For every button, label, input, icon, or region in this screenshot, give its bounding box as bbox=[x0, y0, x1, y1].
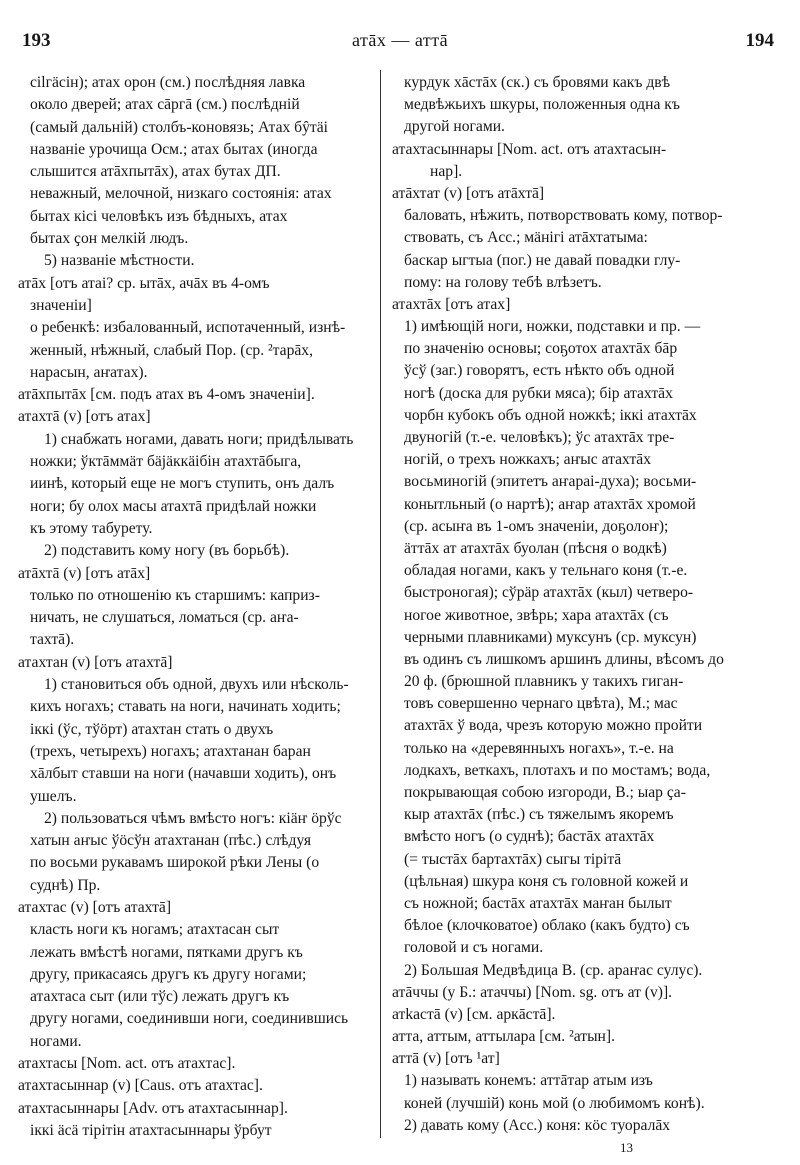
dictionary-line: тахтā). bbox=[30, 631, 75, 649]
dictionary-line: иинѣ, который еще не могъ ступить, онъ далъ bbox=[30, 475, 335, 493]
dictionary-line: ногами. bbox=[30, 1032, 82, 1050]
dictionary-line: 5) названіе мѣстности. bbox=[44, 252, 195, 270]
dictionary-line: атахтāх [отъ атах] bbox=[392, 295, 511, 313]
dictionary-line: ноги; бу олох масы атахтā придѣлай ножки bbox=[30, 497, 317, 515]
dictionary-line: названіе урочища Осм.; атах бытах (иногда bbox=[30, 140, 318, 158]
dictionary-line: женный, нѣжный, слабый Пор. (ср. ²тарāх, bbox=[30, 341, 314, 359]
signature-mark: 13 bbox=[620, 1140, 633, 1155]
dictionary-line: лодкахъ, веткахъ, плотахъ и по мостамъ; вода, bbox=[404, 761, 711, 779]
dictionary-line: ногѣ (доска для рубки мяса); бір атахтāх bbox=[404, 384, 673, 402]
dictionary-line: атāхтат (v) [отъ атāхтā] bbox=[392, 184, 545, 202]
left-column bbox=[18, 72, 370, 1152]
dictionary-line: äттāх ат атахтāх буолан (пѣсня о водкѣ) bbox=[404, 539, 667, 557]
dictionary-line: другой ногами. bbox=[404, 118, 505, 136]
dictionary-line: атахтас (v) [отъ атахтā] bbox=[18, 898, 172, 916]
dictionary-line: атахтасы [Nom. act. отъ атахтас]. bbox=[18, 1055, 236, 1073]
page-header bbox=[0, 30, 800, 60]
dictionary-line: класть ноги къ ногамъ; атахтасан сыт bbox=[30, 921, 280, 939]
dictionary-line: другу ногами, соединивши ноги, соединившись bbox=[30, 1010, 349, 1028]
dictionary-line: быстроногая); сўрäр атахтāх (кыл) четверо- bbox=[404, 584, 694, 602]
dictionary-line: 1) называть конемъ: аттāтар атым изъ bbox=[404, 1072, 653, 1090]
dictionary-line: іккі äсä тірітін атахтасыннары ўрбут bbox=[30, 1121, 272, 1139]
dictionary-line: баскар ыгтыа (пог.) не давай повадки глу- bbox=[404, 251, 681, 269]
dictionary-line: аттā (v) [отъ ¹ат] bbox=[392, 1050, 500, 1068]
dictionary-line: вмѣсто ногъ (о суднѣ); бастāх атахтāх bbox=[404, 828, 655, 846]
dictionary-line: хатын аҥыс ўöсўн атахтанан (пѣс.) слѣдуя bbox=[30, 832, 312, 850]
dictionary-line: къ этому табурету. bbox=[30, 519, 153, 537]
dictionary-line: черными плавниками) муксунъ (ср. муксун) bbox=[404, 628, 697, 646]
dictionary-line: другу, прикасаясь другъ къ другу ногами; bbox=[30, 965, 307, 983]
dictionary-line: покрывающая собою изгороди, В.; ыар ҫа- bbox=[404, 784, 686, 801]
dictionary-line: 1) становиться объ одной, двухъ или нѣсколь- bbox=[44, 676, 349, 694]
dictionary-line: атахтāх ў вода, чрезъ которую можно пройти bbox=[404, 717, 703, 735]
dictionary-line: 2) давать кому (Acc.) коня: кöс туоралāх bbox=[404, 1116, 671, 1134]
right-column bbox=[392, 72, 770, 1152]
dictionary-line: бѣлое (клочковатое) облако (какъ будто) съ bbox=[404, 917, 690, 935]
dictionary-line: медвѣжьихъ шкуры, положенныя одна къ bbox=[404, 96, 680, 114]
dictionary-line: ствовать, съ Acc.; мäнігі атāхтатыма: bbox=[404, 229, 648, 247]
dictionary-line: (= тыстāх бартахтāх) сыгы тірітā bbox=[404, 850, 622, 868]
dictionary-line: двуногій (т.-е. человѣкъ); ўс атахтāх тре- bbox=[404, 429, 675, 446]
dictionary-line: около дверей; атах сāргā (см.) послѣдній bbox=[30, 96, 300, 114]
dictionary-line: по значенію основы; соҕотох атахтāх бāр bbox=[404, 340, 678, 358]
dictionary-line: атāхтā (v) [отъ атāх] bbox=[18, 564, 151, 582]
dictionary-line: атахтасыннары [Adv. отъ атахтасыннар]. bbox=[18, 1099, 288, 1117]
dictionary-line: восьминогій (эпитетъ аҥараі-духа); восьми- bbox=[404, 473, 697, 491]
dictionary-line: (ср. асыҥа въ 1-омъ значеніи, доҕолоҥ); bbox=[404, 517, 669, 535]
dictionary-line: атāх [отъ атаі? ср. ытāх, ачāх въ 4-омъ bbox=[18, 274, 270, 292]
dictionary-line: ничать, не слушаться, ломаться (ср. аҥа- bbox=[30, 609, 299, 627]
dictionary-line: 2) подставить кому ногу (въ борьбѣ). bbox=[44, 542, 290, 560]
dictionary-line: бытах ҫон мелкій людъ. bbox=[30, 230, 189, 248]
dictionary-line: только на «деревянныхъ ногахъ», т.-е. на bbox=[404, 739, 674, 757]
dictionary-line: атāччы (у Б.: атаччы) [Nom. sg. отъ ат (v)]. bbox=[392, 983, 673, 1001]
dictionary-line: атāхпытāх [см. подъ атах въ 4-омъ значеніи]. bbox=[18, 386, 315, 404]
dictionary-line: хāлбыт ставши на ноги (начавши ходить), онъ bbox=[30, 765, 337, 783]
dictionary-line: атахтасыннар (v) [Caus. отъ атахтас]. bbox=[18, 1077, 263, 1095]
dictionary-line: головой и съ ногами. bbox=[404, 939, 544, 957]
dictionary-line: атахтасыннары [Nom. act. отъ атахтасын- bbox=[392, 140, 667, 158]
dictionary-line: пому: на голову тебѣ влѣзетъ. bbox=[404, 273, 602, 291]
dictionary-line: ушелъ. bbox=[30, 787, 77, 805]
dictionary-line: курдук хāстāх (ск.) съ бровями какъ двѣ bbox=[404, 74, 671, 91]
dictionary-line: съ ножной; бастāх атахтāх маҥан былыт bbox=[404, 894, 672, 912]
dictionary-line: 2) Большая Медвѣдица В. (ср. араҥас сулус). bbox=[404, 961, 703, 979]
dictionary-line: неважный, мелочной, низкаго состоянія: атах bbox=[30, 185, 332, 203]
dictionary-line: по восьми рукавамъ широкой рѣки Лены (о bbox=[30, 854, 320, 872]
dictionary-line: 20 ф. (брюшной плавникъ у такихъ гиган- bbox=[404, 673, 684, 691]
dictionary-line: коней (лучшій) конь мой (о любимомъ конѣ). bbox=[404, 1094, 705, 1112]
dictionary-line: товъ совершенно чернаго цвѣта), М.; мас bbox=[404, 695, 678, 713]
dictionary-line: въ одинъ съ лишкомъ аршинъ длины, вѣсомъ до bbox=[404, 650, 724, 668]
dictionary-line: 2) пользоваться чѣмъ вмѣсто ногъ: кiäҥ öрўс bbox=[44, 809, 342, 827]
dictionary-line: конытльный (о нартѣ); аҥар атахтāх хромой bbox=[404, 495, 696, 513]
left-page-number: 193 bbox=[22, 30, 51, 51]
dictionary-line: атахтан (v) [отъ атахтā] bbox=[18, 653, 173, 671]
dictionary-line: атахтаса сыт (или тўс) лежать другъ къ bbox=[30, 988, 290, 1006]
dictionary-line: кыр атахтāх (пѣс.) съ тяжелымъ якоремъ bbox=[404, 806, 674, 824]
dictionary-line: (самый дальній) столбъ-коновязь; Атах бŷтäi bbox=[30, 118, 328, 136]
dictionary-line: суднѣ) Пр. bbox=[30, 876, 101, 894]
dictionary-line: 1) снабжать ногами, давать ноги; придѣлывать bbox=[44, 430, 354, 448]
dictionary-line: атта, аттым, аттылара [см. ²атын]. bbox=[392, 1028, 615, 1046]
dictionary-line: слышится атāхпытāх), атах бутах ДП. bbox=[30, 163, 281, 181]
dictionary-line: бытах кісі человѣкъ изъ бѣдныхъ, атах bbox=[30, 207, 288, 225]
dictionary-line: только по отношенію къ старшимъ: каприз- bbox=[30, 586, 320, 604]
dictionary-line: cilгäciн); атах орон (см.) послѣдняя лавка bbox=[30, 74, 306, 91]
dictionary-line: (цѣльная) шкура коня съ головной кожей и bbox=[404, 872, 689, 890]
dictionary-line: лежать вмѣстѣ ногами, пятками другъ къ bbox=[30, 943, 303, 961]
dictionary-line: іккі (ўс, тўöрт) атахтан стать о двухъ bbox=[30, 720, 274, 738]
dictionary-line: обладая ногами, какъ у тельнаго коня (т.-е. bbox=[404, 562, 688, 580]
dictionary-line: (трехъ, четырехъ) ногахъ; атахтанан баран bbox=[30, 742, 311, 760]
dictionary-line: ногое животное, звѣрь; хара атахтāх (съ bbox=[404, 606, 669, 624]
dictionary-line: значеніи] bbox=[30, 296, 92, 314]
column-divider bbox=[380, 70, 381, 1138]
dictionary-line: атахтā (v) [отъ атах] bbox=[18, 408, 151, 426]
right-page-number: 194 bbox=[745, 30, 774, 51]
dictionary-line: ўсў (заг.) говорятъ, есть нѣкто объ одной bbox=[404, 362, 675, 380]
dictionary-line: баловать, нѣжить, потворствовать кому, потвор- bbox=[404, 207, 723, 225]
dictionary-line: нар]. bbox=[430, 162, 463, 180]
dictionary-line: ногій, о трехъ ножкахъ; аҥыс атахтāх bbox=[404, 451, 651, 469]
dictionary-line: чорбн кубокъ объ одной ножкѣ; іккі атахтāх bbox=[404, 406, 697, 424]
dictionary-line: ножки; ўктāммäт бäjäккäiбiн атахтāбыга, bbox=[30, 453, 302, 471]
running-head: атāх — аттā bbox=[351, 30, 449, 50]
dictionary-line: 1) имѣющій ноги, ножки, подставки и пр. — bbox=[404, 318, 701, 336]
dictionary-line: о ребенкѣ: избалованный, испотаченный, изнѣ- bbox=[30, 319, 346, 337]
dictionary-line: кихъ ногахъ; ставать на ноги, начинать ходить; bbox=[30, 698, 341, 716]
dictionary-line: атkастā (v) [см. аркāстā]. bbox=[392, 1005, 556, 1023]
dictionary-line: нарасын, аҥатах). bbox=[30, 363, 148, 381]
